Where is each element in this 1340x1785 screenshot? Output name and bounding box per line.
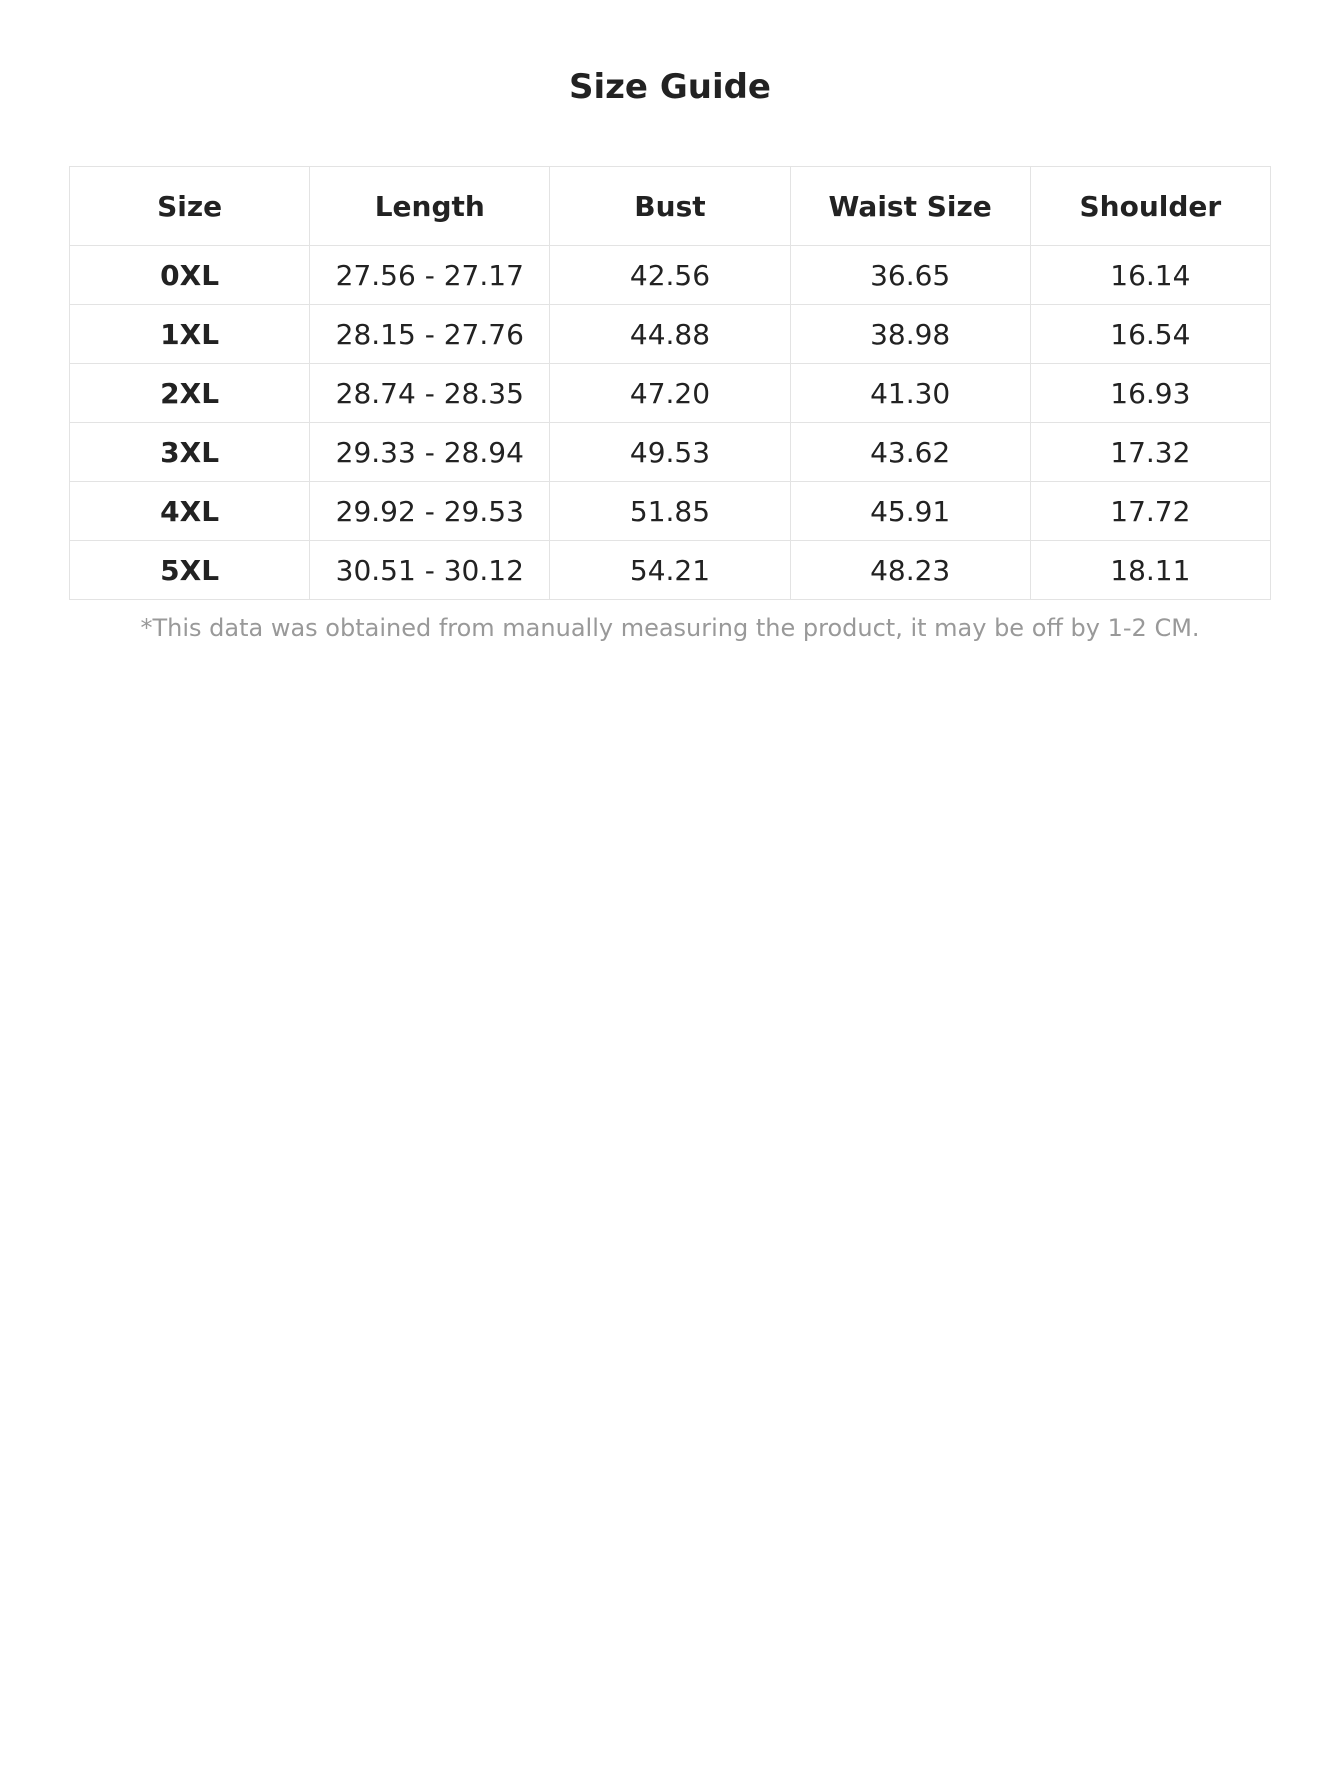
bust-cell: 54.21 (550, 541, 790, 600)
waist-size-cell: 43.62 (790, 423, 1030, 482)
table-row (70, 246, 1271, 305)
table-row (70, 482, 1271, 541)
length-cell: 29.92 - 29.53 (310, 482, 550, 541)
size-table (69, 166, 1271, 600)
size-cell: 3XL (70, 423, 310, 482)
bust-cell: 47.20 (550, 364, 790, 423)
shoulder-cell: 17.32 (1030, 423, 1270, 482)
column-header-waist-size: Waist Size (790, 167, 1030, 246)
shoulder-cell: 17.72 (1030, 482, 1270, 541)
shoulder-cell: 16.93 (1030, 364, 1270, 423)
length-cell: 28.15 - 27.76 (310, 305, 550, 364)
size-cell: 4XL (70, 482, 310, 541)
waist-size-cell: 36.65 (790, 246, 1030, 305)
shoulder-cell: 16.14 (1030, 246, 1270, 305)
page-title: Size Guide (569, 67, 771, 107)
bust-cell: 42.56 (550, 246, 790, 305)
shoulder-cell: 16.54 (1030, 305, 1270, 364)
waist-size-cell: 48.23 (790, 541, 1030, 600)
bust-cell: 49.53 (550, 423, 790, 482)
bust-cell: 44.88 (550, 305, 790, 364)
table-header-row (70, 167, 1271, 246)
waist-size-cell: 45.91 (790, 482, 1030, 541)
size-cell: 5XL (70, 541, 310, 600)
column-header-shoulder: Shoulder (1030, 167, 1270, 246)
size-cell: 2XL (70, 364, 310, 423)
table-row (70, 364, 1271, 423)
waist-size-cell: 41.30 (790, 364, 1030, 423)
length-cell: 27.56 - 27.17 (310, 246, 550, 305)
length-cell: 30.51 - 30.12 (310, 541, 550, 600)
waist-size-cell: 38.98 (790, 305, 1030, 364)
shoulder-cell: 18.11 (1030, 541, 1270, 600)
table-row (70, 541, 1271, 600)
table-row (70, 305, 1271, 364)
column-header-size: Size (70, 167, 310, 246)
size-cell: 0XL (70, 246, 310, 305)
bust-cell: 51.85 (550, 482, 790, 541)
length-cell: 28.74 - 28.35 (310, 364, 550, 423)
table-row (70, 423, 1271, 482)
length-cell: 29.33 - 28.94 (310, 423, 550, 482)
measurement-disclaimer: *This data was obtained from manually measuring the product, it may be off by 1-2 CM. (140, 614, 1200, 642)
column-header-bust: Bust (550, 167, 790, 246)
size-cell: 1XL (70, 305, 310, 364)
column-header-length: Length (310, 167, 550, 246)
